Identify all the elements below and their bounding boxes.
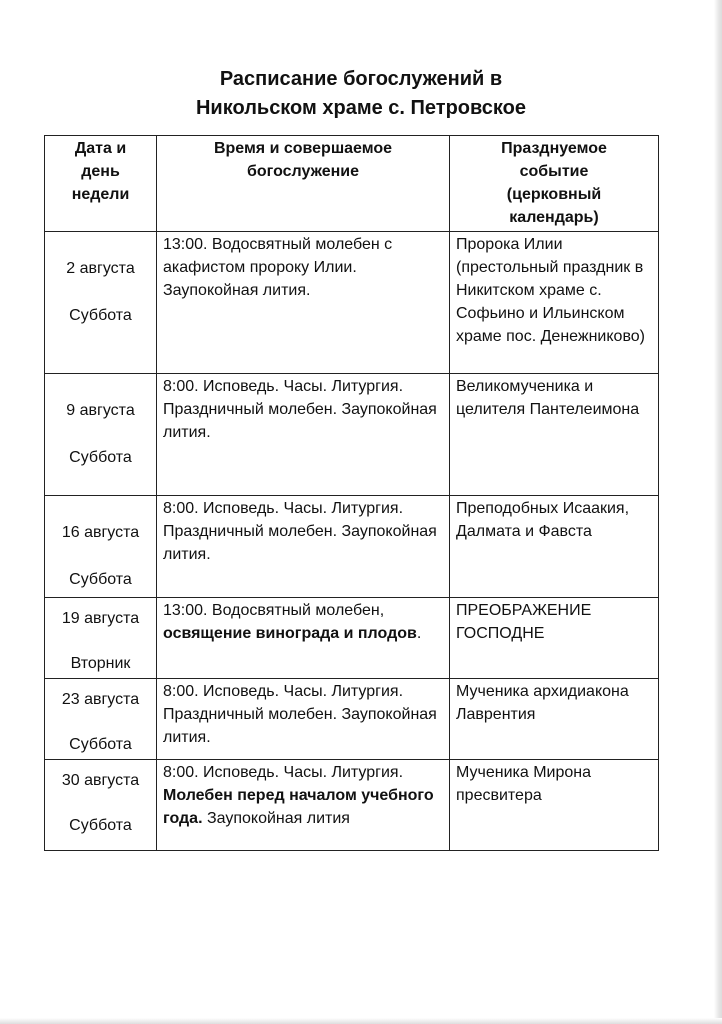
row-date: 16 августа (61, 524, 140, 541)
title-line-1: Расписание богослужений в (219, 68, 503, 90)
event-cell: Мученика Мирона пресвитера (450, 760, 659, 851)
service-text-bold: освящение винограда и плодов (163, 625, 417, 642)
service-text-end: Заупокойная лития (202, 810, 350, 827)
page-title (0, 65, 722, 123)
row-date: 30 августа (61, 772, 140, 789)
row-weekday: Суббота (69, 449, 132, 466)
service-text: 8:00. Исповедь. Часы. Литургия. Праздничный молебен. Заупокойная лития. (163, 378, 437, 441)
row-weekday: Суббота (69, 817, 132, 834)
service-text: 13:00. Водосвятный молебен, (163, 602, 385, 619)
service-text-bold: Молебен перед началом учебного года. (163, 787, 434, 827)
table-row (45, 598, 659, 679)
title-line-2: Никольском храме с. Петровское (195, 97, 527, 119)
event-cell: Преподобных Исаакия, Далмата и Фавста (450, 496, 659, 598)
date-cell (45, 760, 157, 851)
date-cell (45, 496, 157, 598)
row-date: 19 августа (61, 610, 140, 627)
table-row (45, 679, 659, 760)
event-cell: ПРЕОБРАЖЕНИЕ ГОСПОДНЕ (450, 598, 659, 679)
header-date: Дата и день недели (45, 136, 157, 232)
table-row (45, 232, 659, 374)
service-text: 8:00. Исповедь. Часы. Литургия. (163, 764, 404, 781)
service-text: 8:00. Исповедь. Часы. Литургия. Праздничный молебен. Заупокойная лития. (163, 500, 437, 563)
service-cell (157, 496, 450, 598)
service-text: 13:00. Водосвятный молебен с акафистом пророку Илии. Заупокойная лития. (163, 236, 393, 299)
table-header-row (45, 136, 659, 232)
service-cell (157, 760, 450, 851)
page-edge-shadow-right (714, 0, 722, 1024)
table-row (45, 496, 659, 598)
date-cell (45, 232, 157, 374)
service-cell (157, 374, 450, 496)
service-cell (157, 598, 450, 679)
event-cell: Великомученика и целителя Пантелеимона (450, 374, 659, 496)
schedule-table (44, 135, 659, 851)
event-cell: Пророка Илии (престольный праздник в Никитском храме с. Софьино и Ильинском храме пос. Денежниково) (450, 232, 659, 374)
row-date: 2 августа (66, 260, 135, 277)
service-cell (157, 232, 450, 374)
date-cell (45, 374, 157, 496)
date-cell (45, 598, 157, 679)
event-cell: Мученика архидиакона Лаврентия (450, 679, 659, 760)
header-service: Время и совершаемое богослужение (157, 136, 450, 232)
service-text-end: . (416, 625, 422, 642)
service-cell (157, 679, 450, 760)
table-row (45, 760, 659, 851)
table-row (45, 374, 659, 496)
service-text: 8:00. Исповедь. Часы. Литургия. Праздничный молебен. Заупокойная лития. (163, 683, 437, 746)
row-weekday: Суббота (69, 307, 132, 324)
header-event: Празднуемое событие (церковный календарь) (450, 136, 659, 232)
date-cell (45, 679, 157, 760)
row-weekday: Суббота (69, 571, 132, 588)
row-weekday: Суббота (69, 736, 132, 753)
page-edge-shadow-bottom (0, 1018, 722, 1024)
row-date: 23 августа (61, 691, 140, 708)
row-weekday: Вторник (70, 655, 131, 672)
row-date: 9 августа (66, 402, 135, 419)
